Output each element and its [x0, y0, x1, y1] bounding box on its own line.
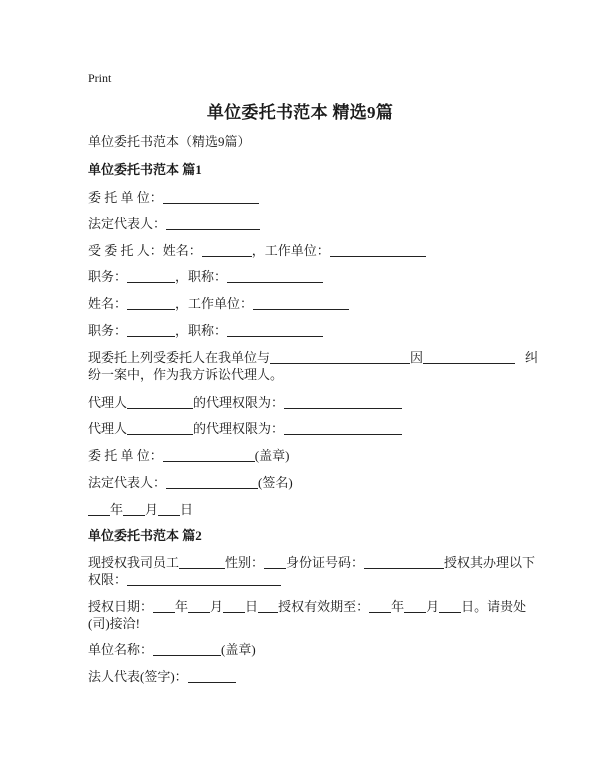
trustee-label: 受 委 托 人：姓名：: [88, 243, 202, 258]
unit-seal-label: (盖章): [221, 642, 256, 657]
agent1-blank: [127, 394, 193, 409]
name-blank: [127, 295, 175, 310]
position-label: 职务：: [88, 269, 128, 284]
legal-rep-blank: [166, 215, 260, 230]
auth-e: 权限：: [88, 572, 128, 587]
title-blank: [227, 268, 323, 283]
title2-label: ，职称：: [175, 323, 228, 338]
section-heading-2: 单位委托书范本 篇2: [88, 528, 202, 543]
legal-rep-line: [88, 213, 518, 234]
auth-d: 授权其办理以下: [444, 555, 536, 570]
date-a: 授权日期：: [88, 599, 154, 614]
unit-name-label: 单位名称：: [88, 642, 154, 657]
legal-rep-label: 法定代表人：: [88, 216, 167, 231]
position-line: [88, 266, 518, 287]
month-blank: [123, 501, 145, 516]
contact-line: (司)接洽!: [88, 616, 140, 631]
auth-b: 性别：: [225, 555, 265, 570]
trustee-name-blank: [202, 242, 252, 257]
unit-name-line: [88, 639, 518, 660]
valid-day-blank: [439, 598, 461, 613]
position2-blank: [127, 322, 175, 337]
agent1-label: 代理人: [88, 395, 128, 410]
valid-month-blank: [404, 598, 426, 613]
title2-blank: [227, 322, 323, 337]
name-label: 姓名：: [88, 296, 128, 311]
year-label: 年: [110, 502, 124, 517]
auth-a: 现授权我司员工: [88, 555, 180, 570]
page-title: 单位委托书范本 精选9篇: [206, 103, 394, 122]
legal-sign-line: [88, 666, 518, 687]
legal-sign-blank: [188, 668, 236, 683]
name-line: [88, 293, 518, 314]
unit-name-blank: [153, 641, 221, 656]
sign-rep-blank: [166, 474, 258, 489]
agent2-blank: [127, 420, 193, 435]
valid-label: 授权有效期至：: [278, 599, 370, 614]
position2-line: [88, 320, 518, 341]
body-c: 纠: [525, 350, 539, 365]
agent2-label: 代理人: [88, 421, 128, 436]
day-blank: [158, 501, 180, 516]
agent-line-2: [88, 418, 518, 439]
sign-label: (签名): [258, 475, 293, 490]
agent2-scope-label: 的代理权限为：: [193, 421, 285, 436]
valid-year-blank: [369, 598, 391, 613]
auth-month-blank: [188, 598, 210, 613]
auth-year-blank: [153, 598, 175, 613]
legal-sign-label: 法人代表(签字)：: [88, 669, 188, 684]
seal-unit-label: 委 托 单 位：: [88, 448, 163, 463]
employee-blank: [179, 554, 225, 569]
gender-blank: [264, 554, 286, 569]
client-unit-label: 委 托 单 位：: [88, 190, 163, 205]
position2-label: 职务：: [88, 323, 128, 338]
agent1-scope-label: 的代理权限为：: [193, 395, 285, 410]
body-line-2: 纷一案中，作为我方诉讼代理人。: [88, 367, 284, 382]
day-label: 日: [180, 502, 194, 517]
month-label: 月: [145, 502, 159, 517]
auth-c: 身份证号码：: [286, 555, 365, 570]
section-heading-1: 单位委托书范本 篇1: [88, 162, 202, 177]
auth-day: 日: [245, 599, 259, 614]
trustee-line: [88, 240, 518, 261]
valid-end: 日。请贵处: [461, 599, 527, 614]
body-a: 现委托上列受委托人在我单位与: [88, 350, 271, 365]
year-blank: [88, 501, 110, 516]
body-b: 因: [410, 350, 424, 365]
agent-line-1: [88, 392, 518, 413]
agent1-scope-blank: [284, 394, 402, 409]
valid-month: 月: [426, 599, 440, 614]
seal-unit-blank: [163, 447, 255, 462]
date-line-1: [88, 499, 518, 520]
id-number-blank: [364, 554, 444, 569]
position-blank: [127, 268, 175, 283]
agent2-scope-blank: [284, 420, 402, 435]
valid-year: 年: [391, 599, 405, 614]
auth-day-blank: [223, 598, 245, 613]
body-cause-blank: [423, 349, 515, 364]
scope-blank: [127, 571, 281, 586]
print-link[interactable]: Print: [88, 71, 112, 85]
auth-year: 年: [175, 599, 189, 614]
work-unit-label: ，工作单位：: [251, 243, 330, 258]
seal-line: [88, 445, 518, 466]
sign-rep-label: 法定代表人：: [88, 475, 167, 490]
title-label: ，职称：: [175, 269, 228, 284]
work-unit-blank: [330, 242, 426, 257]
work-unit2-label: ，工作单位：: [175, 296, 254, 311]
sign-line: [88, 472, 518, 493]
auth-line-2: [88, 569, 518, 590]
seal-label: (盖章): [254, 448, 290, 463]
subtitle: 单位委托书范本（精选9篇）: [88, 134, 251, 149]
auth-gap-blank: [258, 598, 278, 613]
auth-month: 月: [210, 599, 224, 614]
client-unit-line: [88, 187, 518, 208]
body-party-blank: [270, 349, 410, 364]
client-unit-blank: [163, 189, 259, 204]
work-unit2-blank: [253, 295, 349, 310]
